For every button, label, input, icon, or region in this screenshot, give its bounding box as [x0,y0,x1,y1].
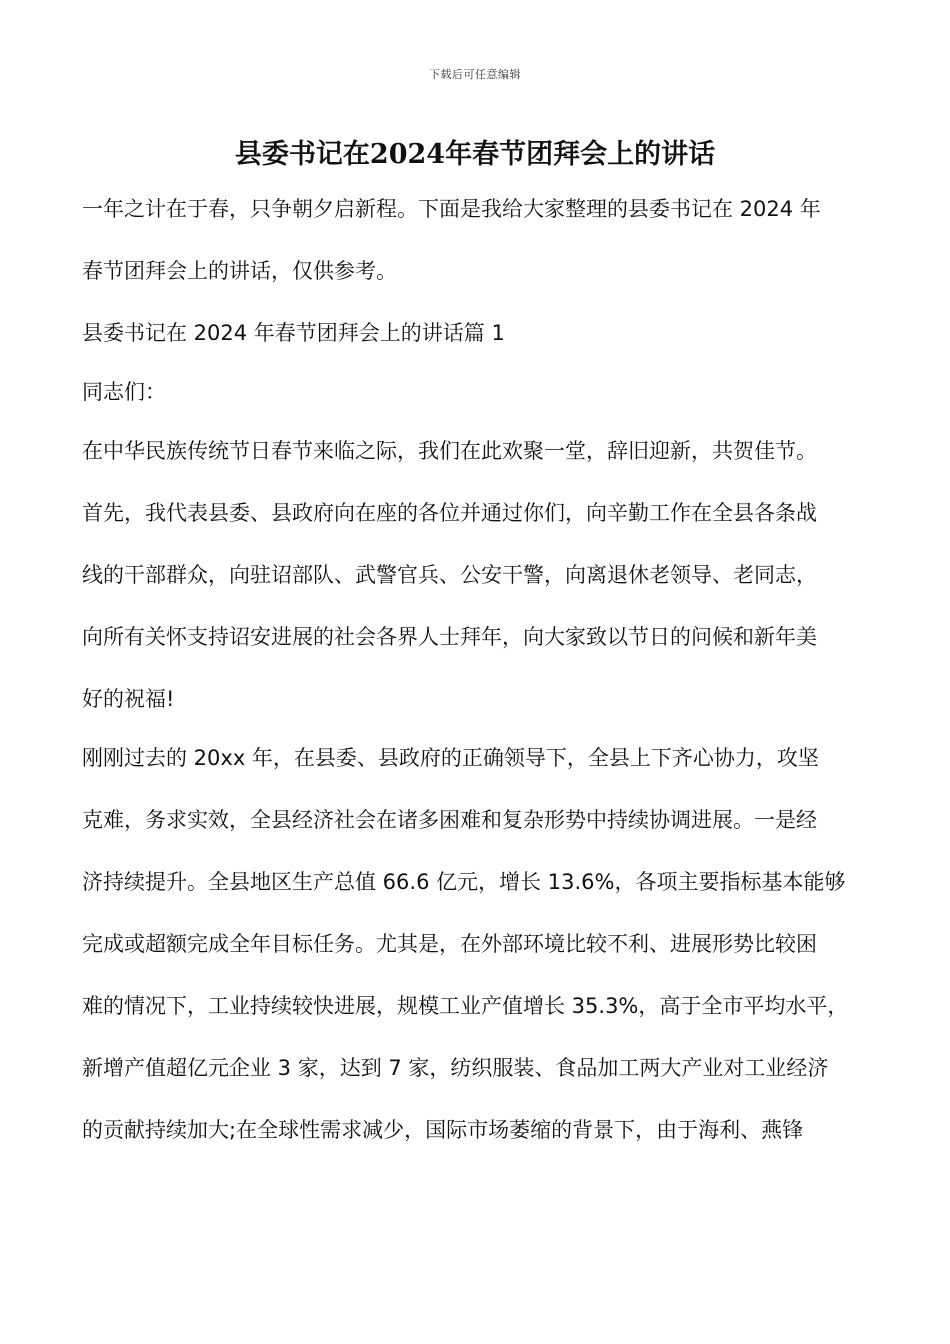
body-line: 在中华民族传统节日春节来临之际，我们在此欢聚一堂，辞旧迎新，共贺佳节。 [82,439,817,463]
body-line: 刚刚过去的 20xx 年，在县委、县政府的正确领导下，全县上下齐心协力，攻坚 [82,746,819,770]
body-line: 春节团拜会上的讲话，仅供参考。 [82,259,397,283]
body-line: 克难，务求实效，全县经济社会在诸多困难和复杂形势中持续协调进展。一是经 [82,808,817,832]
salutation: 同志们： [82,380,166,404]
body-line: 好的祝福! [82,687,175,711]
section-heading: 县委书记在 2024 年春节团拜会上的讲话篇 1 [82,321,505,345]
body-line: 首先，我代表县委、县政府向在座的各位并通过你们，向辛勤工作在全县各条战 [82,501,817,525]
body-line: 济持续提升。全县地区生产总值 66.6 亿元，增长 13.6%，各项主要指标基本能够 [82,870,846,894]
body-line: 向所有关怀支持诏安进展的社会各界人士拜年，向大家致以节日的问候和新年美 [82,625,817,649]
body-line: 完成或超额完成全年目标任务。尤其是，在外部环境比较不利、进展形势比较困 [82,932,817,956]
document-body [82,192,882,1175]
body-line: 一年之计在于春，只争朝夕启新程。下面是我给大家整理的县委书记在 2024 年 [82,197,821,221]
document-title: 县委书记在2024年春节团拜会上的讲话 [234,139,716,170]
body-line: 线的干部群众，向驻诏部队、武警官兵、公安干警，向离退休老领导、老同志， [82,563,817,587]
body-line: 新增产值超亿元企业 3 家，达到 7 家，纺织服装、食品加工两大产业对工业经济 [82,1056,829,1080]
body-line: 难的情况下，工业持续较快进展，规模工业产值增长 35.3%，高于全市平均水平， [82,994,849,1018]
header-note: 下载后可任意编辑 [429,68,521,81]
body-line: 的贡献持续加大;在全球性需求减少，国际市场萎缩的背景下，由于海利、燕锋 [82,1118,804,1142]
